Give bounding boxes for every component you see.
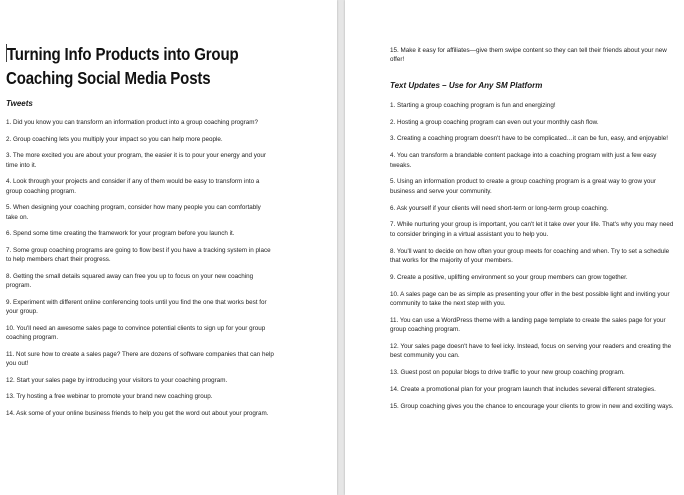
document-page-left[interactable]: [0, 0, 337, 495]
list-item: 10. A sales page can be as simple as presenting your offer in the best possible light and inviting your community to take the next step with you.: [390, 290, 670, 308]
list-item: 13. Guest post on popular blogs to drive traffic to your new group coaching program.: [390, 369, 625, 377]
list-item: 11. Not sure how to create a sales page? There are dozens of software companies that can help you out!: [6, 350, 274, 368]
list-item: 4. Look through your projects and consider if any of them would be easy to transform into a group coaching program.: [6, 178, 260, 195]
document-title-line-1: Turning Info Products into Group: [6, 44, 239, 64]
list-item: 8. Getting the small details squared away can free you up to focus on your new coaching program.: [6, 272, 254, 290]
list-item: 11. You can use a WordPress theme with a landing page template to create the sales page for your group coaching program.: [390, 316, 666, 334]
text-updates-list: [390, 101, 678, 411]
list-item: 2. Group coaching lets you multiply your impact so you can help more people.: [6, 135, 223, 143]
list-item: 9. Experiment with different online conferencing tools until you find the one that works best for your group.: [6, 298, 267, 316]
section-heading-tweets: Tweets: [6, 99, 33, 108]
list-item: 5. Using an information product to create a group coaching program is a great way to grow your business and serve your community.: [390, 178, 657, 195]
list-item: 12. Start your sales page by introducing your visitors to your coaching program.: [6, 376, 228, 384]
list-item: 9. Create a positive, uplifting environment so your group members can grow together.: [390, 273, 628, 281]
list-item: 15. Group coaching gives you the chance to encourage your clients to grow in new and exciting ways.: [390, 402, 674, 410]
section-heading-text-updates: Text Updates – Use for Any SM Platform: [390, 80, 543, 90]
list-item: 5. When designing your coaching program, consider how many people you can comfortably take on.: [6, 204, 261, 221]
list-item: 4. You can transform a brandable content package into a coaching program with just a few easy tweaks.: [390, 152, 657, 169]
tweets-list: [6, 118, 274, 418]
list-item: 7. Some group coaching programs are going to flow best if you have a tracking system in place to help members chart their progress.: [6, 246, 271, 264]
list-item: 14. Ask some of your online business friends to help you get the word out about your program.: [6, 409, 269, 417]
page-right-content: [390, 46, 678, 419]
list-item: 13. Try hosting a free webinar to promote your brand new coaching group.: [6, 393, 213, 401]
list-item: 3. Creating a coaching program doesn't have to be complicated…it can be fun, easy, and enjoyable!: [390, 135, 668, 143]
list-item: 2. Hosting a group coaching program can even out your monthly cash flow.: [390, 118, 599, 126]
document-page-right[interactable]: [345, 0, 684, 495]
list-item: 1. Did you know you can transform an information product into a group coaching program?: [6, 119, 259, 126]
list-item: 10. You'll need an awesome sales page to convince potential clients to sign up for your group coaching program.: [6, 324, 266, 342]
list-item: 14. Create a promotional plan for your program launch that includes several different strategies.: [390, 386, 656, 394]
list-item-carryover: 15. Make it easy for affiliates—give them swipe content so they can tell their friends about your new offer!: [390, 47, 667, 64]
page-left-content: [6, 42, 274, 426]
list-item: 3. The more excited you are about your program, the easier it is to pour your energy and your time into it.: [6, 152, 266, 169]
list-item: 12. Your sales page doesn't have to feel icky. Instead, focus on serving your readers and creating the best community you can.: [390, 343, 672, 360]
list-item: 1. Starting a group coaching program is fun and energizing!: [390, 101, 556, 109]
list-item: 6. Ask yourself if your clients will need short-term or long-term group coaching.: [390, 204, 609, 212]
document-title[interactable]: [6, 42, 281, 90]
list-item: 6. Spend some time creating the framework for your program before you launch it.: [6, 230, 235, 238]
document-title-line-2: Coaching Social Media Posts: [6, 68, 211, 88]
list-item: 8. You'll want to decide on how often your group meets for coaching and when. Try to set a schedule that works for the majority of your members.: [390, 247, 670, 265]
list-item: 7. While nurturing your group is important, you can't let it take over your life. That's why you may need to consider bringing in a virtual assistant you to help you.: [390, 221, 674, 238]
